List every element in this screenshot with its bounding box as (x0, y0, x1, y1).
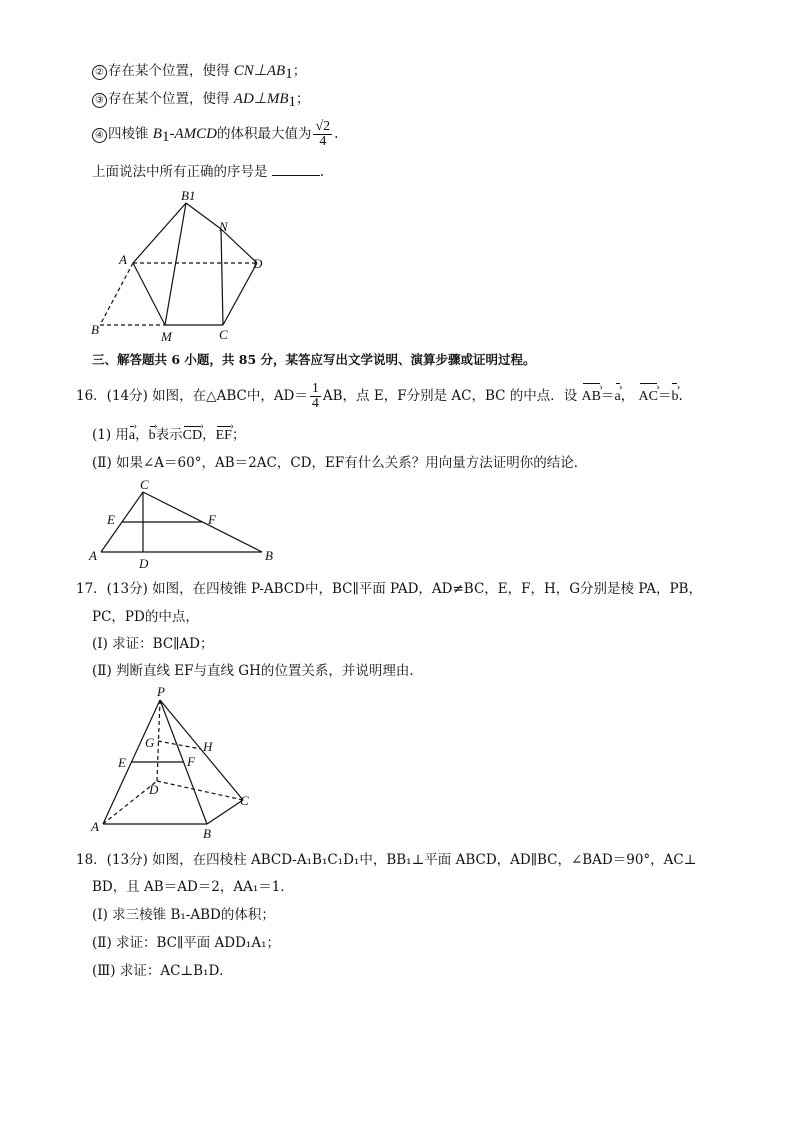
math-expr: B (152, 126, 162, 142)
math-expr: AD⊥MB (233, 91, 289, 107)
circled-number: ④ (92, 128, 107, 143)
label-m: M (161, 329, 172, 344)
label-e: E (118, 755, 126, 770)
label-g: G (145, 735, 155, 750)
label-b: B (203, 826, 211, 841)
statement-text: 的体积最大值为 (216, 126, 312, 142)
fraction: $\frac{1}{4}$ (311, 381, 319, 411)
figure-17 (85, 684, 265, 842)
label-c: C (140, 478, 149, 492)
statement-2: ② 存在某个位置，使得 $CN\perp AB_1$； (92, 62, 306, 83)
label-p: P (157, 684, 165, 699)
question-16: 16．(14分) 如图，在△ABC中，AD＝ $\frac{1}{4}$ AB，点 E，F分别是 AC，BC 的中点．设 AB ›＝a ›， AC ›＝b ›. (76, 382, 683, 411)
question-15-prompt: 上面说法中所有正确的序号是 . (92, 164, 325, 180)
statement-3: ③ 存在某个位置，使得 $AD\perp MB_1$； (92, 90, 310, 111)
label-d: D (139, 556, 149, 570)
label-a: A (91, 819, 99, 834)
question-17-part-2: (Ⅱ) 判断直线 EF与直线 GH的位置关系，并说明理由． (92, 663, 423, 679)
question-16-part-2: (Ⅱ) 如果∠A＝60°，AB＝2AC，CD，EF有什么关系？用向量方法证明你的结论． (92, 455, 588, 471)
question-16-part-1: (1) 用a ›，b ›表示CD ›，EF ›； (92, 426, 245, 445)
statement-text: 四棱锥 (108, 126, 149, 142)
statement-text: 存在某个位置，使得 (108, 91, 230, 107)
question-17-line-1: 17．(13分) 如图，在四棱锥 P-ABCD中，BC∥平面 PAD，AD≠BC，E，F，H，G分别是棱 PA，PB， (76, 581, 702, 597)
label-c: C (240, 793, 249, 808)
label-d: D (149, 782, 159, 797)
label-a: A (89, 548, 97, 563)
figure-15 (85, 186, 275, 346)
statement-4: ④ 四棱锥 $B_1$-AMCD的体积最大值为 $\frac{√2}{4}$ . (92, 120, 338, 149)
label-e: E (107, 512, 115, 527)
question-18-part-1: (Ⅰ) 求三棱锥 B₁-ABD的体积； (92, 907, 275, 923)
circled-number: ③ (92, 93, 107, 108)
math-expr: CN⊥AB (233, 63, 286, 79)
circled-number: ② (92, 65, 107, 80)
question-17-part-1: (Ⅰ) 求证：BC∥AD； (92, 636, 214, 652)
label-b1: B1 (181, 188, 196, 203)
question-17-line-2: PC，PD的中点， (92, 609, 199, 625)
answer-blank (272, 163, 320, 176)
question-18-part-2: (Ⅱ) 求证：BC∥平面 ADD₁A₁； (92, 935, 280, 951)
label-c: C (219, 327, 228, 342)
label-f: F (208, 512, 216, 527)
question-18-line-1: 18．(13分) 如图，在四棱柱 ABCD-A₁B₁C₁D₁中，BB₁⊥平面 ABCD，AD∥BC，∠BAD＝90°，AC⊥ (76, 852, 697, 868)
label-b: B (265, 548, 273, 563)
figure-16 (85, 478, 285, 570)
label-n: N (219, 219, 228, 234)
label-d: D (253, 256, 263, 271)
question-18-line-2: BD，且 AB＝AD＝2，AA₁＝1． (92, 879, 294, 895)
label-h: H (203, 739, 213, 754)
statement-text: 存在某个位置，使得 (108, 63, 230, 79)
label-f: F (187, 754, 195, 769)
label-a: A (119, 252, 127, 267)
label-b: B (91, 322, 99, 337)
fraction: $\frac{√2}{4}$ (315, 119, 331, 149)
section-3-heading: 三、解答题共 6 小题，共 85 分，某答应写出文学说明、演算步骤或证明过程。 (92, 352, 536, 367)
math-expr: -AMCD (169, 126, 217, 142)
question-18-part-3: (Ⅲ) 求证：AC⊥B₁D． (92, 963, 233, 979)
